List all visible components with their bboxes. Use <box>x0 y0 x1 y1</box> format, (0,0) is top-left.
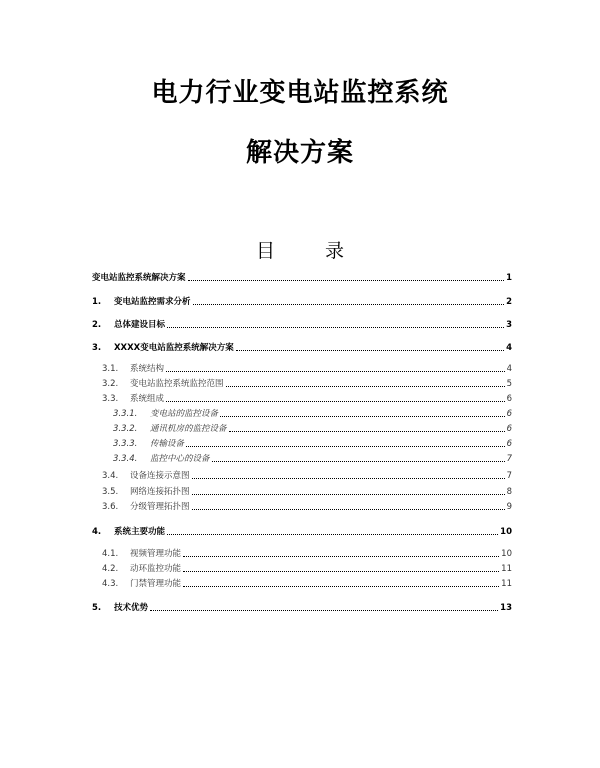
toc-entry-text: 系统结构 <box>130 364 165 374</box>
toc-entry-page: 10 <box>501 549 512 559</box>
toc-entry-page: 7 <box>506 454 512 464</box>
toc-entry-text: 技术优势 <box>114 603 149 613</box>
toc-entry-number: 3.2. <box>102 379 119 389</box>
toc-entry-text: 总体建设目标 <box>114 320 166 330</box>
toc-leader-dots <box>220 416 505 417</box>
toc-entry[interactable] <box>102 376 512 390</box>
toc-entry-number: 4.2. <box>102 564 119 574</box>
toc-entry-page: 6 <box>506 394 512 404</box>
toc-leader-dots <box>167 534 498 535</box>
toc-leader-dots <box>166 401 505 402</box>
toc-entry-page: 6 <box>506 439 512 449</box>
toc-entry-number: 4.1. <box>102 549 119 559</box>
toc-entry-number: 3.5. <box>102 487 119 497</box>
toc-entry[interactable] <box>102 468 512 482</box>
toc-entry[interactable] <box>92 270 512 284</box>
toc-entry[interactable] <box>113 436 512 450</box>
toc-entry-text: 监控中心的设备 <box>150 454 210 464</box>
toc-leader-dots <box>236 350 504 351</box>
toc-entry-number: 4. <box>92 527 102 537</box>
toc-entry-number: 3.6. <box>102 502 119 512</box>
document-subtitle: 解决方案 <box>245 138 354 168</box>
toc-entry[interactable] <box>92 340 512 354</box>
toc-entry-number: 3.3.3. <box>113 439 138 449</box>
toc-leader-dots <box>183 556 499 557</box>
toc-entry-text: 分级管理拓扑图 <box>130 502 190 512</box>
toc-entry-text: 变电站监控需求分析 <box>114 297 191 307</box>
toc-entry-page: 4 <box>506 343 512 353</box>
toc-entry-text: 变电站监控系统解决方案 <box>92 273 186 283</box>
toc-entry-number: 1. <box>92 297 102 307</box>
toc-leader-dots <box>192 509 505 510</box>
toc-entry-page: 13 <box>500 603 512 613</box>
toc-entry[interactable] <box>102 576 512 590</box>
toc-entry-page: 4 <box>506 364 512 374</box>
toc-leader-dots <box>229 431 505 432</box>
toc-entry[interactable] <box>102 499 512 513</box>
toc-entry[interactable] <box>92 294 512 308</box>
toc-entry-page: 6 <box>506 409 512 419</box>
toc-entry-text: 系统组成 <box>130 394 165 404</box>
toc-entry-page: 8 <box>506 487 512 497</box>
toc-entry-number: 3.3.1. <box>113 409 138 419</box>
toc-leader-dots <box>183 571 499 572</box>
toc-entry-text: 视频管理功能 <box>130 549 182 559</box>
toc-heading: 目 录 <box>255 240 367 262</box>
toc-leader-dots <box>193 304 505 305</box>
toc-entry-number: 3. <box>92 343 102 353</box>
toc-entry[interactable] <box>102 361 512 375</box>
toc-leader-dots <box>192 478 505 479</box>
toc-entry-page: 7 <box>506 471 512 481</box>
toc-leader-dots <box>183 586 499 587</box>
toc-entry-text: 门禁管理功能 <box>130 579 182 589</box>
toc-entry[interactable] <box>102 561 512 575</box>
toc-entry[interactable] <box>113 406 512 420</box>
toc-leader-dots <box>150 610 498 611</box>
toc-entry-text: 通讯机房的监控设备 <box>150 424 227 434</box>
toc-entry-text: 变电站监控系统监控范围 <box>130 379 224 389</box>
toc-entry-text: 网络连接拓扑图 <box>130 487 190 497</box>
toc-entry-number: 5. <box>92 603 102 613</box>
toc-entry-number: 3.3.2. <box>113 424 138 434</box>
toc-entry-text: XXXX变电站监控系统解决方案 <box>114 343 234 353</box>
toc-entry[interactable] <box>92 317 512 331</box>
toc-entry[interactable] <box>92 600 512 614</box>
toc-entry-page: 11 <box>501 564 512 574</box>
toc-entry[interactable] <box>102 484 512 498</box>
toc-leader-dots <box>167 327 504 328</box>
toc-entry-number: 2. <box>92 320 102 330</box>
toc-entry[interactable] <box>113 421 512 435</box>
toc-entry-page: 5 <box>506 379 512 389</box>
toc-entry-text: 设备连接示意图 <box>130 471 190 481</box>
toc-leader-dots <box>188 280 505 281</box>
toc-entry-number: 3.3.4. <box>113 454 138 464</box>
toc-entry-text: 系统主要功能 <box>114 527 166 537</box>
toc-entry-text: 变电站的监控设备 <box>150 409 219 419</box>
toc-leader-dots <box>166 371 505 372</box>
toc-entry-page: 11 <box>501 579 512 589</box>
toc-leader-dots <box>226 386 505 387</box>
toc-entry[interactable] <box>102 391 512 405</box>
toc-leader-dots <box>192 494 505 495</box>
toc-entry-page: 3 <box>506 320 512 330</box>
toc-entry[interactable] <box>92 524 512 538</box>
toc-entry-page: 1 <box>506 273 512 283</box>
toc-entry-page: 10 <box>500 527 512 537</box>
toc-entry-page: 2 <box>506 297 512 307</box>
toc-entry-page: 9 <box>506 502 512 512</box>
toc-entry-number: 4.3. <box>102 579 119 589</box>
toc-entry-number: 3.1. <box>102 364 119 374</box>
toc-entry-text: 动环监控功能 <box>130 564 182 574</box>
toc-leader-dots <box>212 461 505 462</box>
toc-entry[interactable] <box>113 451 512 465</box>
toc-entry-text: 传输设备 <box>150 439 185 449</box>
toc-entry-number: 3.3. <box>102 394 119 404</box>
toc-entry-page: 6 <box>506 424 512 434</box>
document-title: 电力行业变电站监控系统 <box>151 78 449 108</box>
toc-leader-dots <box>186 446 505 447</box>
toc-entry[interactable] <box>102 546 512 560</box>
toc-entry-number: 3.4. <box>102 471 119 481</box>
